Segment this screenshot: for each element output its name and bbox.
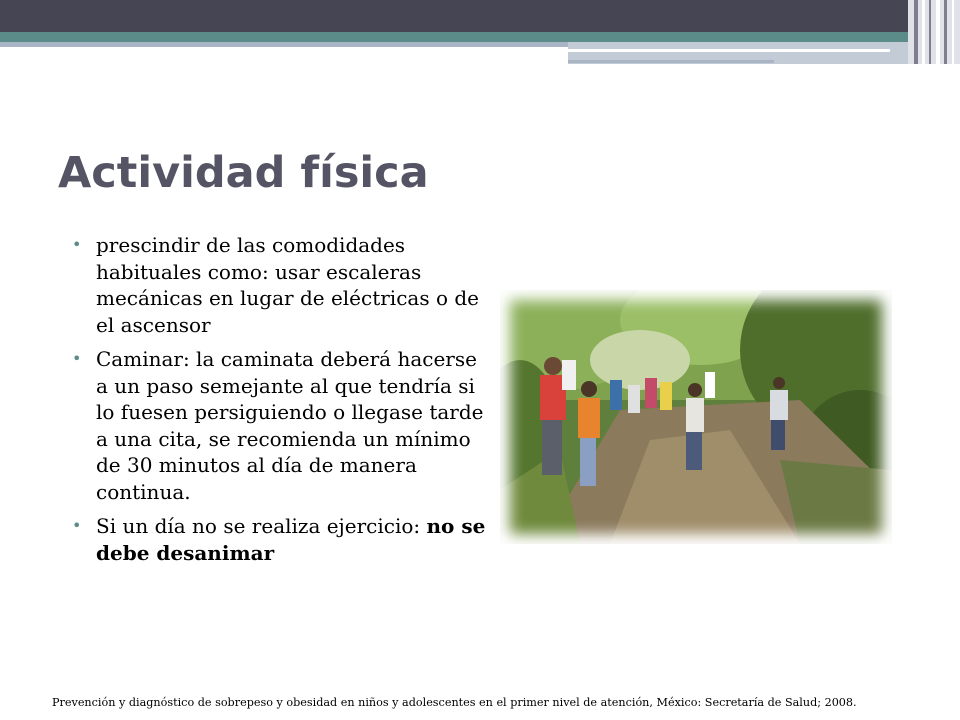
bullet-item bbox=[70, 513, 490, 566]
bullet-text-bold: no se debe desanimar bbox=[96, 514, 486, 565]
bullet-text: prescindir de las comodidades habituales como: usar escaleras mecánicas en lugar de eléctricas o de el ascensor bbox=[96, 233, 479, 337]
header-white-line bbox=[560, 49, 890, 52]
slide-title: Actividad física bbox=[58, 148, 429, 198]
header-teal-band bbox=[0, 32, 960, 42]
footer-citation: Prevención y diagnóstico de sobrepeso y obesidad en niños y adolescentes en el primer nivel de atención, México: Secretaría de Salud; 2008. bbox=[52, 696, 857, 709]
header-gray-band bbox=[0, 42, 568, 47]
bullet-item bbox=[70, 232, 490, 338]
bullet-dot-icon: • bbox=[72, 235, 82, 254]
walking-group-photo bbox=[500, 290, 892, 544]
header-right-stripes bbox=[908, 0, 960, 64]
bullet-dot-icon: • bbox=[72, 516, 82, 535]
bullet-item bbox=[70, 346, 490, 505]
bullet-dot-icon: • bbox=[72, 349, 82, 368]
bullet-text: Caminar: la caminata deberá hacerse a un paso semejante al que tendría si lo fuesen persiguiendo o llegase tarde a una cita, se recomienda un mínimo de 30 minutos al día de manera continua. bbox=[96, 347, 484, 504]
header-bottom-line bbox=[568, 60, 774, 63]
header-dark-band bbox=[0, 0, 960, 32]
bullet-list bbox=[70, 232, 490, 574]
bullet-text: Si un día no se realiza ejercicio: bbox=[96, 514, 427, 538]
